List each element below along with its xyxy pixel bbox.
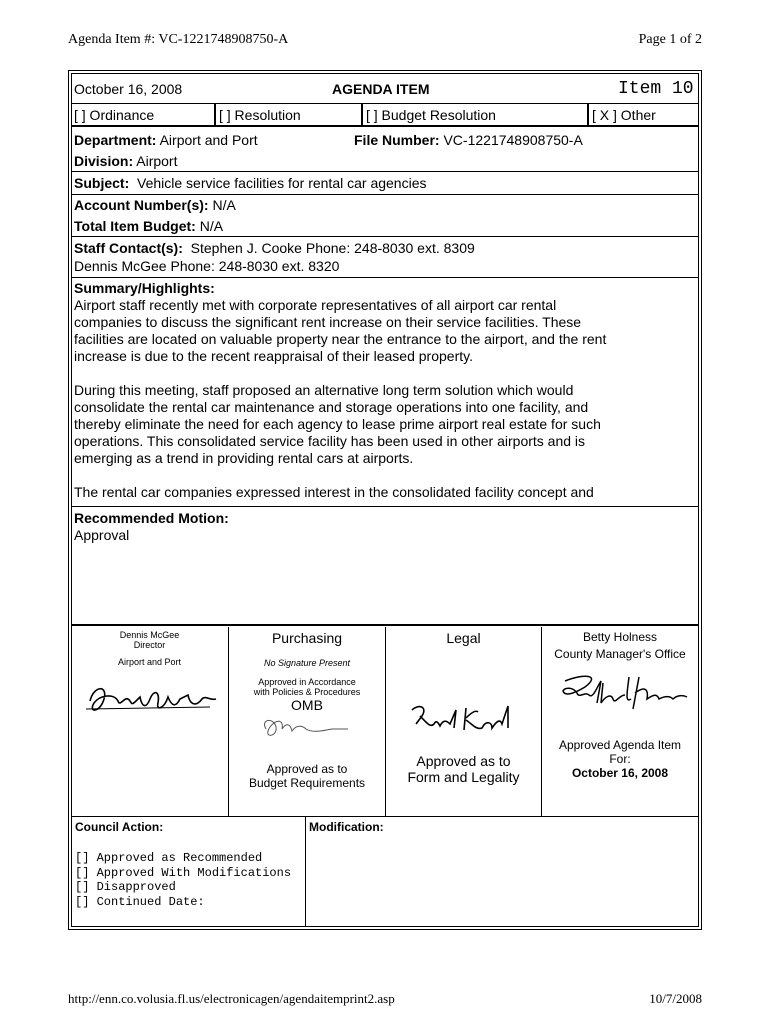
omb-heading: OMB xyxy=(291,697,323,713)
modification-label: Modification: xyxy=(309,820,384,834)
subject-label: Subject: xyxy=(74,175,130,191)
page-number: Page 1 of 2 xyxy=(638,32,702,47)
manager-name: Betty Holness xyxy=(582,630,658,644)
manager-office: County Manager's Office xyxy=(554,647,686,661)
recommended-motion-label: Recommended Motion: xyxy=(74,510,229,526)
division-value: Airport xyxy=(136,153,178,169)
summary-line: increase is due to the recent reappraisal of their leased property. xyxy=(74,348,473,364)
council-option-modifications: [] Approved With Modifications xyxy=(75,865,292,880)
page-header-agenda-number: Agenda Item #: VC-1221748908750-A xyxy=(68,32,289,47)
summary-line: companies to discuss the significant rent increase on their service facilities. These xyxy=(74,314,582,330)
council-options xyxy=(75,851,291,909)
divider xyxy=(214,104,216,127)
file-number-label: File Number: xyxy=(354,132,440,148)
signature-holness xyxy=(545,669,695,719)
approved-as-to-budget: Approved as to xyxy=(266,762,348,776)
agenda-title: AGENDA ITEM xyxy=(332,81,430,97)
summary-line: facilities are located on valuable property near the entrance to the airport, and the rent xyxy=(74,331,607,347)
division-label: Division: xyxy=(74,153,134,169)
type-ordinance: [ ] Ordinance xyxy=(74,107,155,123)
signature-legal xyxy=(404,700,524,740)
type-other: [ X ] Other xyxy=(592,107,656,123)
signer-title: Director xyxy=(133,640,166,650)
purchasing-heading: Purchasing xyxy=(271,630,343,646)
summary-line: emerging as a trend in providing rental cars at airports. xyxy=(74,450,414,466)
signer-name: Dennis McGee xyxy=(119,630,180,640)
type-budget-resolution: [ ] Budget Resolution xyxy=(366,107,496,123)
summary-section xyxy=(71,278,699,507)
council-option-continued: [] Continued Date: xyxy=(75,894,205,909)
summary-line: thereby eliminate the need for each agency to lease prime airport real estate for such xyxy=(74,416,601,432)
approved-date: October 16, 2008 xyxy=(571,766,669,780)
staff-contact-row xyxy=(71,237,699,278)
agenda-date: October 16, 2008 xyxy=(74,81,183,97)
summary-line: Airport staff recently met with corporate representatives of all airport car rental xyxy=(74,297,557,313)
approved-for: For: xyxy=(609,752,631,766)
signature-omb xyxy=(252,713,362,743)
summary-line: During this meeting, staff proposed an alternative long term solution which would xyxy=(74,382,574,398)
signature-col-county-manager xyxy=(542,630,698,780)
signature-col-purchasing xyxy=(229,630,385,790)
summary-label: Summary/Highlights: xyxy=(74,280,215,296)
summary-line: consolidate the rental car maintenance and storage operations into one facility, and xyxy=(74,399,589,415)
item-number: Item 10 xyxy=(618,79,694,99)
account-row xyxy=(71,195,699,237)
department-row xyxy=(71,127,699,172)
top-row xyxy=(71,74,699,104)
staff-contact-label: Staff Contact(s): xyxy=(74,240,183,256)
form-and-legality: Form and Legality xyxy=(407,769,520,785)
subject-row xyxy=(71,172,699,195)
department-value: Airport and Port xyxy=(159,132,258,148)
council-option-disapproved: [] Disapproved xyxy=(75,880,176,894)
staff-contact-1: Stephen J. Cooke Phone: 248-8030 ext. 8309 xyxy=(190,240,475,256)
approved-accordance: Approved in Accordance xyxy=(258,677,356,687)
account-numbers-label: Account Number(s): xyxy=(74,197,209,213)
approved-as-to-form: Approved as to xyxy=(416,753,511,769)
department-label: Department: xyxy=(74,132,157,148)
type-resolution: [ ] Resolution xyxy=(219,107,301,123)
legal-heading: Legal xyxy=(446,630,481,646)
subject-value: Vehicle service facilities for rental car agencies xyxy=(137,175,427,191)
council-action-label: Council Action: xyxy=(75,820,164,834)
council-option-approved: [] Approved as Recommended xyxy=(75,851,263,865)
total-budget-label: Total Item Budget: xyxy=(74,218,196,234)
approved-agenda-item: Approved Agenda Item xyxy=(558,738,682,752)
signature-mcgee xyxy=(80,679,220,719)
recommended-motion-value: Approval xyxy=(74,527,130,543)
summary-line: operations. This consolidated service facility has been used in other airports and is xyxy=(74,433,586,449)
budget-requirements: Budget Requirements xyxy=(248,776,366,790)
divider xyxy=(305,816,306,926)
file-number-value: VC-1221748908750-A xyxy=(443,132,583,148)
footer-date: 10/7/2008 xyxy=(649,991,702,1006)
summary-line: The rental car companies expressed interest in the consolidated facility concept and xyxy=(74,484,594,500)
divider xyxy=(361,104,363,127)
recommended-motion-section xyxy=(71,507,699,626)
divider xyxy=(587,104,589,127)
signer-dept: Airport and Port xyxy=(117,657,182,667)
staff-contact-2: Dennis McGee Phone: 248-8030 ext. 8320 xyxy=(74,258,340,274)
account-numbers-value: N/A xyxy=(212,197,236,213)
total-budget-value: N/A xyxy=(199,218,224,234)
signature-col-airport xyxy=(72,630,227,724)
type-row xyxy=(71,104,699,127)
signature-col-legal xyxy=(386,630,541,785)
approved-policies: with Policies & Procedures xyxy=(253,687,361,697)
footer-url: http://enn.co.volusia.fl.us/electronicagen/agendaitemprint2.asp xyxy=(68,991,395,1006)
no-signature-note: No Signature Present xyxy=(263,658,351,668)
divider xyxy=(71,816,699,817)
